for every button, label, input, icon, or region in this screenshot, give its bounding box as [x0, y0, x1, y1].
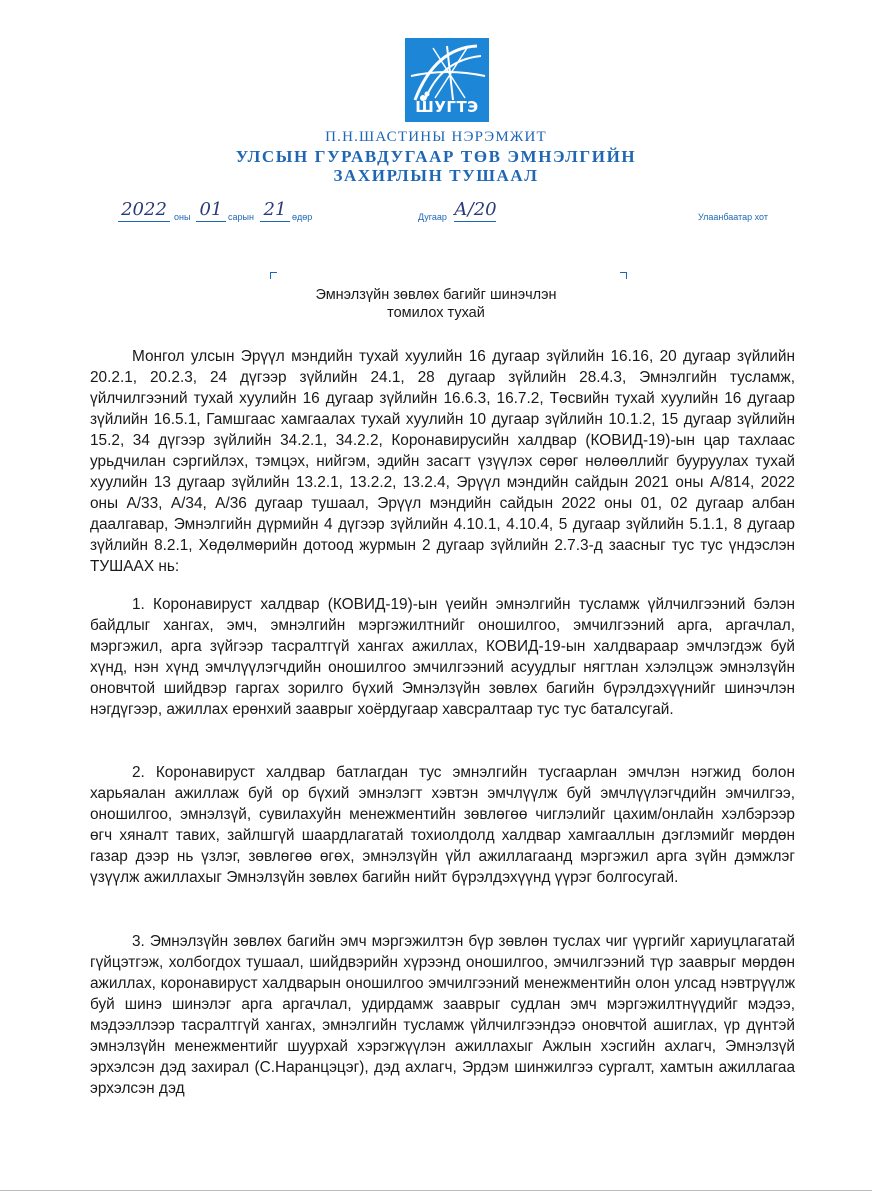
header-line-3: ЗАХИРЛЫН ТУШААЛ	[333, 166, 539, 185]
order-number: А/20	[454, 199, 497, 220]
number-label: Дугаар	[418, 212, 447, 222]
header-line-1: П.Н.ШАСТИНЫ НЭРЭМЖИТ	[325, 129, 547, 145]
order-month: 01	[196, 199, 226, 222]
paragraph-1: 1. Коронавируст халдвар (КОВИД-19)-ын үеийн эмнэлгийн тусламж үйлчилгээний бэлэн байдлыг хангах, эмч, эмнэлгийн мэргэжилтнийг оношилгоо, эмчилгээний арга, аргачлал, мэргэжил, арга зүйгээр тасралтгүй хангах ажиллах, КОВИД-19-ын халдвараар эмчлэгдэж буй хүнд, нэн хүнд эмчлүүлэгчдийн оношилгоо эмчилгээний асуудлыг нягтлан хэлэлцэж эмнэлзүйн оновчтой шийдвэр гаргах зорилго бүхий Эмнэлзүйн зөвлөх багийн бүрэлдэхүүнийг шинэчлэн нэгдүгээр, ажиллах ерөнхий зааврыг хоёрдугаар хавсралтаар тус тус баталсугай.	[90, 596, 795, 718]
month-label: сарын	[228, 212, 254, 222]
preamble-paragraph: Монгол улсын Эрүүл мэндийн тухай хуулийн 16 дугаар зүйлийн 16.16, 20 дугаар зүйлийн 20.2.1, 20.2.3, 24 дүгээр зүйлийн 24.1, 28 дугаар зүйлийн 28.4.3, Эмнэлгийн тусламж, үйлчилгээний тухай хуулийн 16 дугаар зүйлийн 16.6.3, 16.7.2, Төсвийн тухай хуулийн 16 дугаар зүйлийн 16.5.1, Гамшгаас хамгаалах тухай хуулийн 10 дугаар зүйлийн 10.1.2, 15 дугаар зүйлийн 15.2, 34 дүгээр зүйлийн 34.2.1, 34.2.2, Коронавирусийн халдвар (КОВИД-19)-ын цар тахлаас урьдчилан сэргийлэх, тэмцэх, нийгэм, эдийн засагт үзүүлэх сөрөг нөлөөллийг бууруулах тухай хуулийн 13 дугаар зүйлийн 13.2.1, 13.2.2, 13.2.4, Эрүүл мэндийн сайдын 2021 оны А/814, 2022 оны А/33, А/34, А/36 дугаар тушаал, Эрүүл мэндийн сайдын 2022 оны 01, 02 дугаар албан даалгавар, Эмнэлгийн дүрмийн 4 дүгээр зүйлийн 4.10.1, 4.10.4, 5 дугаар зүйлийн 5.1.1, 8 дугаар зүйлийн 8.2.1, Хөдөлмөрийн дотоод журмын 2 дугаар зүйлийн 2.7.3-д заасныг тус тус үндэслэн ТУШААХ нь:	[90, 348, 795, 575]
page-bottom-edge	[0, 1190, 872, 1191]
order-year: 2022	[118, 199, 170, 222]
header-line-2: УЛСЫН ГУРАВДУГААР ТӨВ ЭМНЭЛГИЙН	[235, 147, 637, 166]
order-day: 21	[260, 199, 290, 222]
paragraph-3: 3. Эмнэлзүйн зөвлөх багийн эмч мэргэжилтэн бүр зөвлөн туслах чиг үүргийг хариуцлагатай гүйцэтгэж, холбогдох тушаал, шийдвэрийн хүрээнд оношилгоо, эмчилгээний түр зааврыг мөрдөн ажиллах, коронавируст халдварын оношилгоо эмчилгээний менежментийн олон улсад нэвтрүүлж буй шинэ шинэлэг арга аргачлал, удирдамж зааврыг судлан эмч мэргэжилтнүүдийг мэдээ, мэдээллээр тасралтгүй хангах, эмнэлгийн тусламж үйлчилгээндээ оновчтой ашиглах, үр дүнтэй эмнэлзүйн менежментийг шуурхай хэрэгжүүлэн ажиллахыг Ажлын хэсгийн ахлагч, Эмнэлзүй эрхэлсэн дэд захирал (С.Наранцэцэг), дэд ахлагч, Эрдэм шинжилгээ сургалт, хамтын ажиллагаа эрхэлсэн дэд	[90, 933, 795, 1097]
city-label: Улаанбаатар хот	[698, 212, 768, 222]
year-label: оны	[174, 212, 191, 222]
title-corner-right	[620, 272, 627, 279]
hospital-logo	[405, 38, 489, 122]
title-corner-left	[270, 272, 277, 279]
order-title-line-2: томилох тухай	[387, 305, 485, 321]
day-label: өдөр	[292, 212, 313, 222]
paragraph-2: 2. Коронавируст халдвар батлагдан тус эмнэлгийн тусгаарлан эмчлэн нэгжид болон харьяалан ажиллаж буй ор бүхий эмнэлэгт хэвтэн эмчлүүлж буй эмчлүүлэгчдийн эмчилгээ, оношилгоо, эмнэлзүй, сувилахуйн менежментийн зөвлөгөө чиглэлийг цахим/онлайн хэлбэрээр өгч хяналт тавих, зайлшгүй шаардлагатай тохиолдолд халдвар хамгааллын дэглэмийг мөрдөн газар дээр нь үзлэг, зөвлөгөө өгөх, эмнэлзүйн үйл ажиллагаанд мэргэжил арга зүйн дэмжлэг үзүүлж ажиллахыг Эмнэлзүйн зөвлөх багийн нийт бүрэлдэхүүнд үүрэг болгосугай.	[90, 764, 795, 886]
order-title-line-1: Эмнэлзүйн зөвлөх багийг шинэчлэн	[315, 287, 557, 303]
logo-text: ШУГТЭ	[415, 98, 479, 116]
